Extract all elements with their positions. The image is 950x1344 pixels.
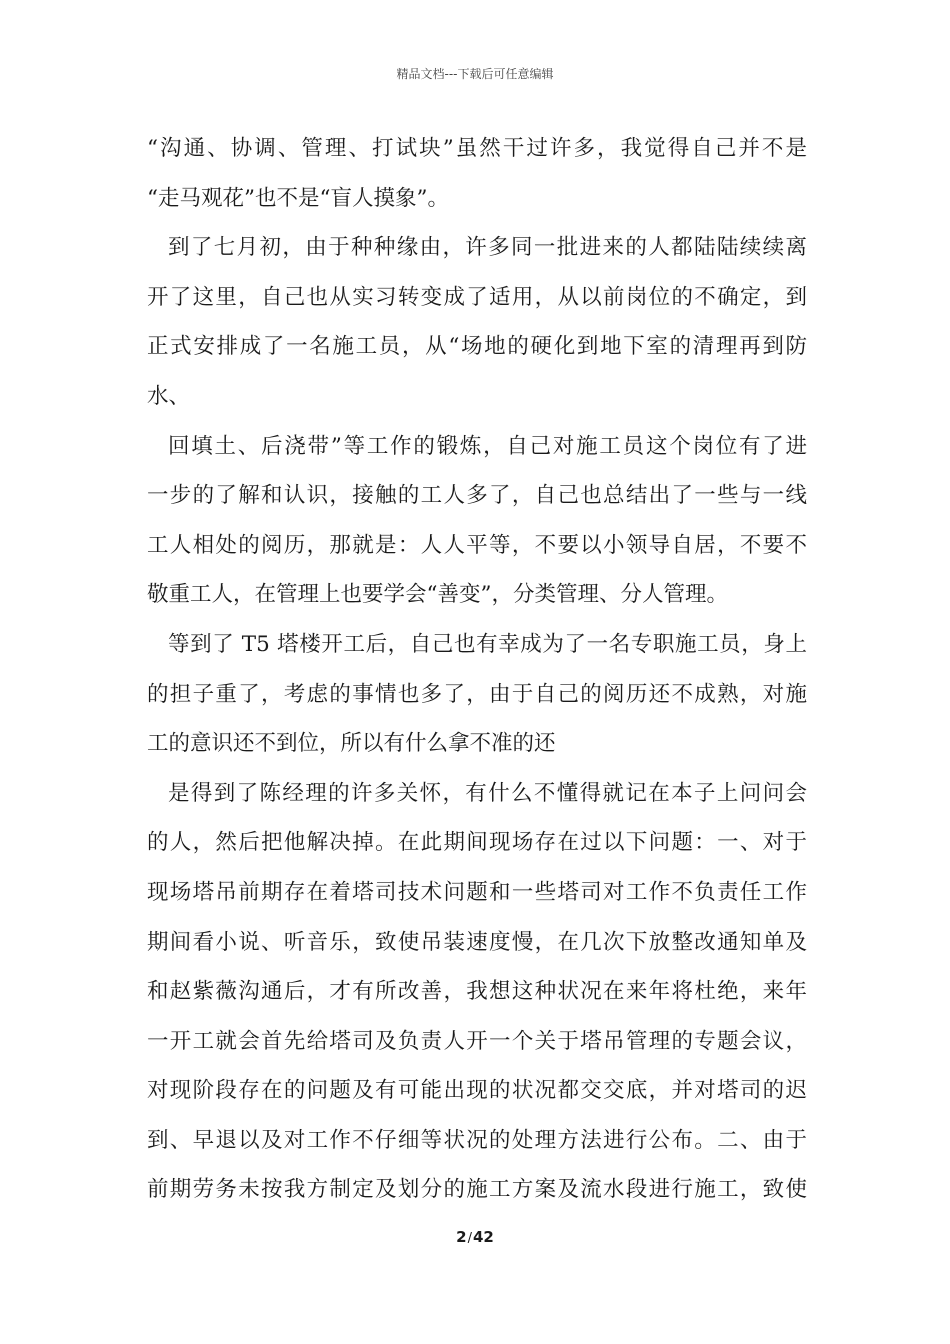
text-line: 回填土、后浇带”等工作的锻炼，自己对施工员这个岗位有了进 <box>168 433 807 459</box>
page-number <box>0 1227 950 1249</box>
text-line: 前期劳务未按我方制定及划分的施工方案及流水段进行施工，致使 <box>147 1177 807 1203</box>
text-line: “走马观花”也不是“盲人摸象”。 <box>147 185 449 211</box>
text-line: 水、 <box>147 383 191 409</box>
text-line: 开了这里，自己也从实习转变成了适用，从以前岗位的不确定，到 <box>147 284 807 310</box>
text-line: 一步的了解和认识，接触的工人多了，自己也总结出了一些与一线 <box>147 483 807 509</box>
text-line: 一开工就会首先给塔司及负责人开一个关于塔吊管理的专题会议， <box>147 1028 807 1054</box>
body-text <box>147 130 807 1221</box>
text-line: 的人，然后把他解决掉。在此期间现场存在过以下问题：一、对于 <box>147 830 807 856</box>
page-number-total: 42 <box>472 1228 494 1246</box>
text-line: “沟通、协调、管理、打试块”虽然干过许多，我觉得自己并不是 <box>147 136 807 161</box>
text-line: 的担子重了，考虑的事情也多了，由于自己的阅历还不成熟，对施 <box>147 681 807 707</box>
text-line: 工的意识还不到位，所以有什么拿不准的还 <box>147 731 556 757</box>
text-line: 等到了 T5 塔楼开工后，自己也有幸成为了一名专职施工员，身上 <box>168 631 807 657</box>
text-line: 是得到了陈经理的许多关怀，有什么不懂得就记在本子上问问会 <box>168 780 807 806</box>
text-line: 敬重工人，在管理上也要学会“善变”，分类管理、分人管理。 <box>147 582 728 608</box>
text-line: 现场塔吊前期存在着塔司技术问题和一些塔司对工作不负责任工作 <box>147 879 807 905</box>
page-number-current: 2 <box>456 1228 467 1246</box>
text-line: 工人相处的阅历，那就是：人人平等，不要以小领导自居，不要不 <box>147 532 807 558</box>
text-line: 到、早退以及对工作不仔细等状况的处理方法进行公布。二、由于 <box>147 1127 807 1153</box>
page-header: 精品文档---下载后可任意编辑 <box>396 67 554 81</box>
text-line: 对现阶段存在的问题及有可能出现的状况都交交底，并对塔司的迟 <box>147 1078 807 1104</box>
text-line: 和赵紫薇沟通后，才有所改善，我想这种状况在来年将杜绝，来年 <box>147 979 807 1005</box>
text-line: 正式安排成了一名施工员，从“场地的硬化到地下室的清理再到防 <box>147 334 807 360</box>
text-line: 到了七月初，由于种种缘由，许多同一批进来的人都陆陆续续离 <box>168 235 807 261</box>
page-number-separator: / <box>467 1231 472 1246</box>
text-line: 期间看小说、听音乐，致使吊装速度慢，在几次下放整改通知单及 <box>147 929 807 955</box>
